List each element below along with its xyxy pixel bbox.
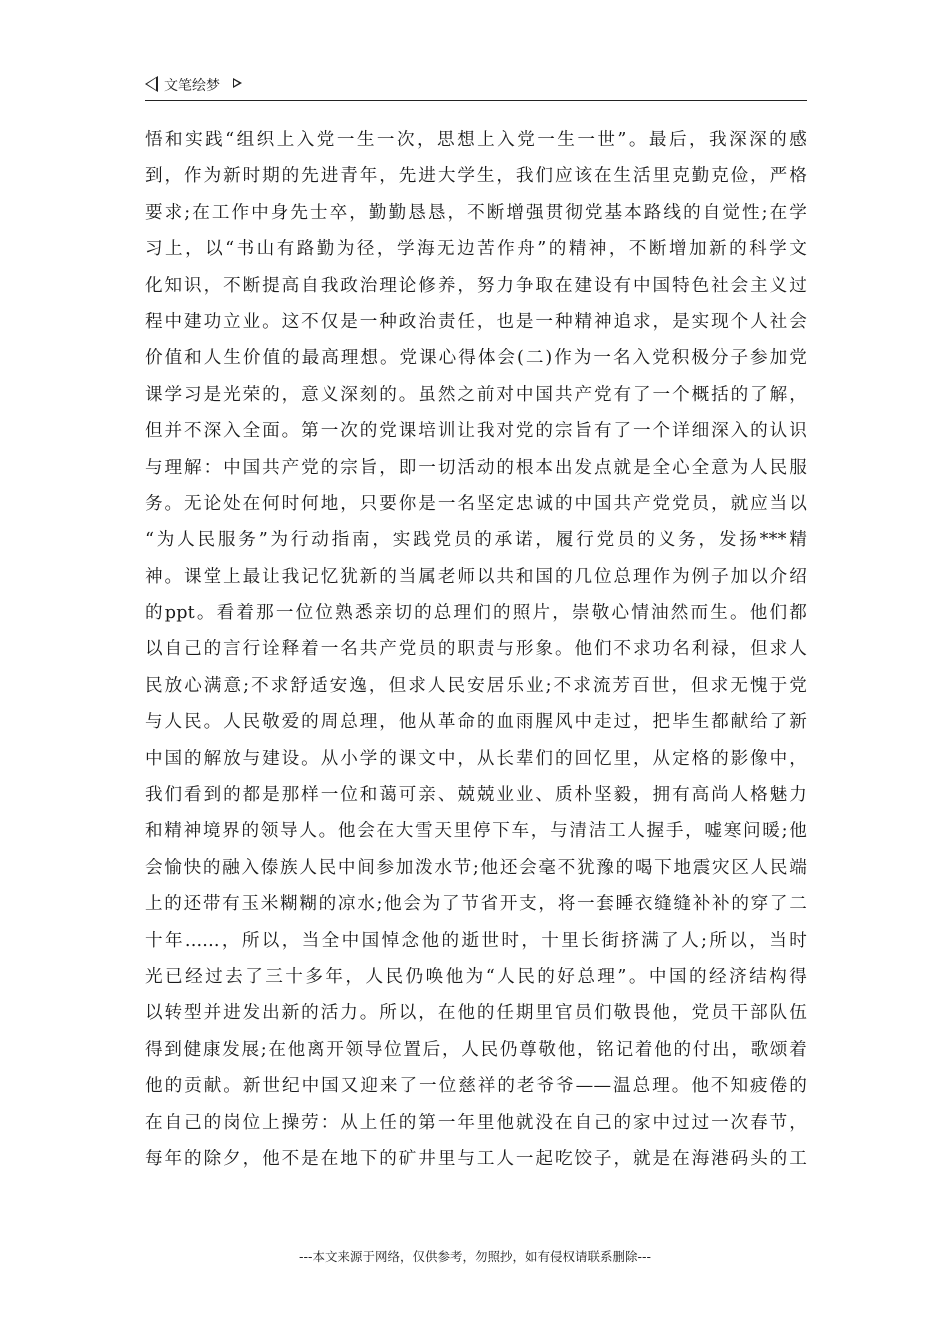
header-title: 文笔绘梦 xyxy=(164,78,220,94)
triangle-right-outline-icon xyxy=(233,78,242,88)
body-line: 中国的解放与建设。从小学的课文中，从长辈们的回忆里，从定格的影像中， xyxy=(145,748,807,769)
body-line: 会愉快的融入傣族人民中间参加泼水节;他还会毫不犹豫的喝下地震灾区人民端 xyxy=(145,857,807,878)
body-line: 神。课堂上最让我记忆犹新的当属老师以共和国的几位总理作为例子加以介绍 xyxy=(145,566,807,587)
body-line: 化知识，不断提高自我政治理论修养，努力争取在建设有中国特色社会主义过 xyxy=(145,275,807,296)
document-body xyxy=(145,122,807,1177)
body-line: 和精神境界的领导人。他会在大雪天里停下车，与清洁工人握手，嘘寒问暖;他 xyxy=(145,821,807,842)
body-line: 到，作为新时期的先进青年，先进大学生，我们应该在生活里克勤克俭，严格 xyxy=(145,166,807,187)
body-line: 务。无论处在何时何地，只要你是一名坚定忠诚的中国共产党党员，就应当以 xyxy=(145,493,807,514)
body-line: 要求;在工作中身先士卒，勤勤恳恳，不断增强贯彻党基本路线的自觉性;在学 xyxy=(145,202,807,223)
body-line: 与理解：中国共产党的宗旨，即一切活动的根本出发点就是全心全意为人民服 xyxy=(145,457,807,478)
body-line: 与人民。人民敬爱的周总理，他从革命的血雨腥风中走过，把毕生都献给了新 xyxy=(145,712,807,733)
body-line: 课学习是光荣的，意义深刻的。虽然之前对中国共产党有了一个概括的了解， xyxy=(145,384,807,405)
body-line: 但并不深入全面。第一次的党课培训让我对党的宗旨有了一个详细深入的认识 xyxy=(145,421,807,442)
body-line: 在自己的岗位上操劳：从上任的第一年里他就没在自己的家中过过一次春节， xyxy=(145,1112,807,1133)
body-line: 习上，以“书山有路勤为径，学海无边苦作舟”的精神，不断增加新的科学文 xyxy=(145,239,807,260)
body-line: 每年的除夕，他不是在地下的矿井里与工人一起吃饺子，就是在海港码头的工 xyxy=(145,1148,807,1169)
body-line: 悟和实践“组织上入党一生一次，思想上入党一生一世”。最后，我深深的感 xyxy=(145,130,807,150)
page-footer-disclaimer: ---本文来源于网络，仅供参考，勿照抄，如有侵权请联系删除--- xyxy=(298,1249,652,1264)
page-header xyxy=(145,74,807,101)
body-line: 以转型并进发出新的活力。所以，在他的任期里官员们敬畏他，党员干部队伍 xyxy=(145,1003,807,1024)
body-line: 的ppt。看着那一位位熟悉亲切的总理们的照片，崇敬心情油然而生。他们都 xyxy=(145,603,807,624)
body-line: 民放心满意;不求舒适安逸，但求人民安居乐业;不求流芳百世，但求无愧于党 xyxy=(145,675,807,696)
body-line: 以自己的言行诠释着一名共产党员的职责与形象。他们不求功名利禄，但求人 xyxy=(145,639,807,660)
body-line: 我们看到的都是那样一位和蔼可亲、兢兢业业、质朴坚毅，拥有高尚人格魅力 xyxy=(145,785,807,806)
body-line: “为人民服务”为行动指南，实践党员的承诺，履行党员的义务，发扬***精 xyxy=(145,530,807,551)
triangle-left-outline-icon xyxy=(145,76,158,92)
body-line: 上的还带有玉米糊糊的凉水;他会为了节省开支，将一套睡衣缝缝补补的穿了二 xyxy=(145,894,807,915)
body-line: 光已经过去了三十多年，人民仍唤他为“人民的好总理”。中国的经济结构得 xyxy=(145,966,807,987)
body-line: 价值和人生价值的最高理想。党课心得体会(二)作为一名入党积极分子参加党 xyxy=(145,348,807,369)
body-line: 得到健康发展;在他离开领导位置后，人民仍尊敬他，铭记着他的付出，歌颂着 xyxy=(145,1039,807,1060)
body-line: 程中建功立业。这不仅是一种政治责任，也是一种精神追求，是实现个人社会 xyxy=(145,311,807,332)
body-line: 他的贡献。新世纪中国又迎来了一位慈祥的老爷爷——温总理。他不知疲倦的 xyxy=(145,1076,807,1097)
body-line: 十年......，所以，当全中国悼念他的逝世时，十里长街挤满了人;所以，当时 xyxy=(145,930,807,951)
